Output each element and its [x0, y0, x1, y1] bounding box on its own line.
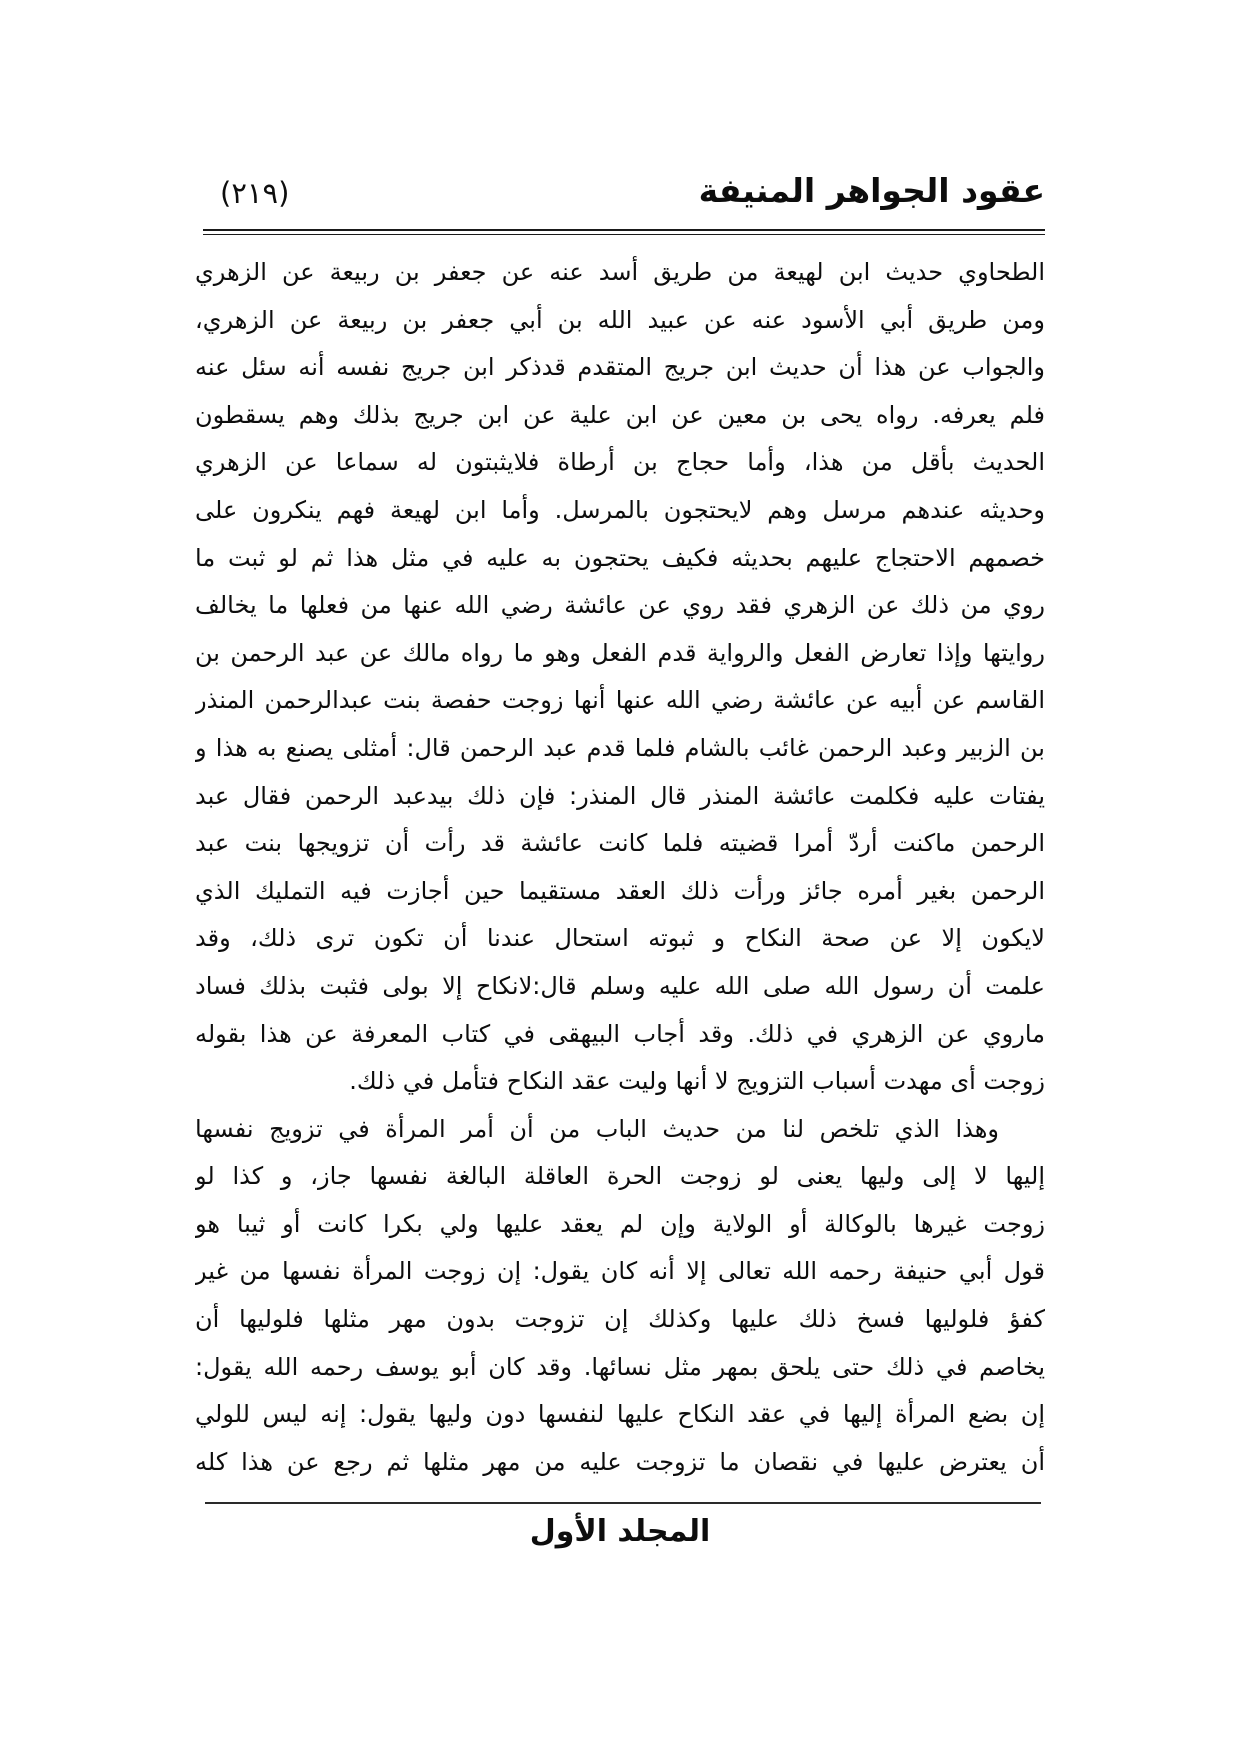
text-line: زوجت غيرها بالوكالة أو الولاية وإن لم يعقد عليها ولي بكرا كانت أو ثيبا هو	[195, 1209, 1045, 1238]
text-line: زوجت أى مهدت أسباب التزويج لا أنها وليت عقد النكاح فتأمل في ذلك.	[349, 1067, 1045, 1096]
text-line: روايتها وإذا تعارض الفعل والرواية قدم الفعل وهو ما رواه مالك عن عبد الرحمن بن	[195, 638, 1045, 667]
text-line: بن الزبير وعبد الرحمن غائب بالشام فلما قدم عبد الرحمن قال: أمثلى يصنع به هذا و	[195, 733, 1045, 762]
text-line: يفتات عليه فكلمت عائشة المنذر قال المنذر: فإن ذلك بيدعبد الرحمن فقال عبد	[195, 781, 1045, 810]
text-line: يخاصم في ذلك حتى يلحق بمهر مثل نسائها. وقد كان أبو يوسف رحمه الله يقول:	[195, 1352, 1045, 1381]
text-line: والجواب عن هذا أن حديث ابن جريج المتقدم قدذكر ابن جريج نفسه أنه سئل عنه	[195, 353, 1045, 382]
text-line: الحديث بأقل من هذا، وأما حجاج بن أرطاة فلايثبتون له سماعا عن الزهري	[195, 448, 1045, 477]
text-line: إن بضع المرأة إليها في عقد النكاح عليها لنفسها دون وليها يقول: إنه ليس للولي	[195, 1400, 1045, 1429]
header-rule	[203, 229, 1045, 235]
text-line: خصمهم الاحتجاج عليهم بحديثه فكيف يحتجون به عليه في مثل هذا ثم لو ثبت ما	[195, 543, 1045, 572]
text-line: الرحمن ماكنت أردّ أمرا قضيته فلما كانت عائشة قد رأت أن تزويجها بنت عبد	[195, 829, 1045, 858]
text-line: الرحمن بغير أمره جائز ورأت ذلك العقد مستقيما حين أجازت فيه التمليك الذي	[195, 876, 1045, 905]
text-line: الطحاوي حديث ابن لهيعة من طريق أسد عنه عن جعفر بن ربيعة عن الزهري	[195, 258, 1045, 286]
volume-label: المجلد الأول	[529, 1514, 711, 1549]
text-line: لايكون إلا عن صحة النكاح و ثبوته استحال عندنا أن تكون ترى ذلك، وقد	[195, 924, 1045, 953]
text-line: ومن طريق أبي الأسود عنه عن عبيد الله بن أبي جعفر بن ربيعة عن الزهري،	[195, 305, 1045, 334]
text-line: قول أبي حنيفة رحمه الله تعالى إلا أنه كان يقول: إن زوجت المرأة نفسها من غير	[195, 1257, 1045, 1286]
text-line: أن يعترض عليها في نقصان ما تزوجت عليه من مهر مثلها ثم رجع عن هذا كله	[195, 1447, 1045, 1476]
text-line: روي من ذلك عن الزهري فقد روي عن عائشة رضي الله عنها من فعلها ما يخالف	[195, 591, 1045, 620]
text-line: كفؤ فلوليها فسخ ذلك عليها وكذلك إن تزوجت بدون مهر مثلها فلوليها أن	[195, 1305, 1045, 1334]
text-line: ماروي عن الزهري في ذلك. وقد أجاب البيهقى في كتاب المعرفة عن هذا بقوله	[195, 1019, 1045, 1048]
text-line: القاسم عن أبيه عن عائشة رضي الله عنها أنها زوجت حفصة بنت عبدالرحمن المنذر	[195, 686, 1045, 715]
page-header	[205, 158, 1045, 210]
footer-rule	[205, 1502, 1041, 1504]
body-text	[195, 249, 1045, 1486]
text-line: إليها لا إلى وليها يعنى لو زوجت الحرة العاقلة البالغة نفسها جاز، و كذا لو	[195, 1162, 1045, 1191]
book-title: عقود الجواهر المنيفة	[698, 171, 1045, 210]
page-footer	[195, 1514, 1045, 1549]
page-number: (٢١٩)	[220, 176, 290, 210]
text-line: علمت أن رسول الله صلى الله عليه وسلم قال:لانكاح إلا بولى فثبت بذلك فساد	[195, 971, 1045, 1000]
text-line: وحديثه عندهم مرسل وهم لايحتجون بالمرسل. وأما ابن لهيعة فهم ينكرون على	[195, 495, 1045, 524]
text-line: وهذا الذي تلخص لنا من حديث الباب من أن أمر المرأة في تزويج نفسها	[195, 1114, 999, 1143]
text-line: فلم يعرفه. رواه يحى بن معين عن ابن علية عن ابن جريج بذلك وهم يسقطون	[195, 400, 1045, 429]
